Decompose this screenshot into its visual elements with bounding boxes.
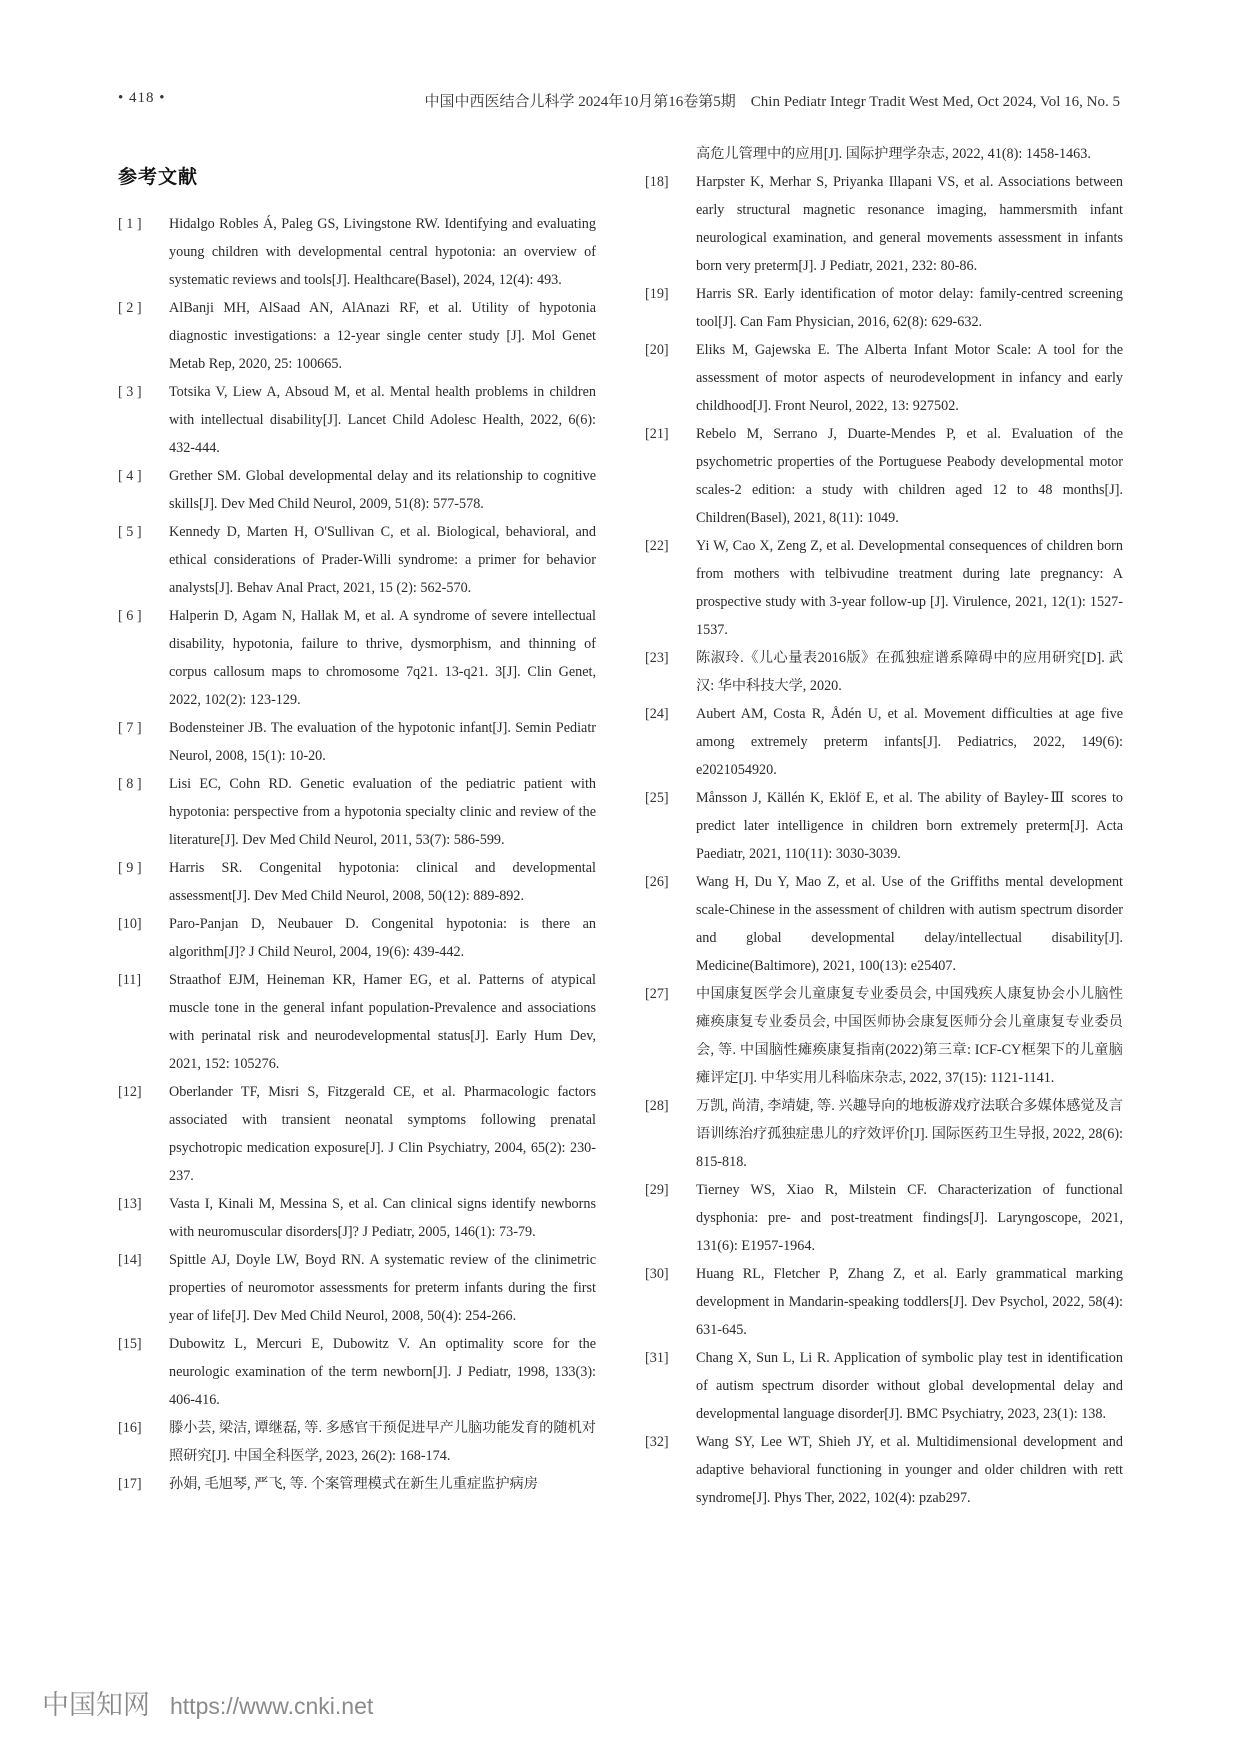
reference-text: Yi W, Cao X, Zeng Z, et al. Developmental consequences of children born from mothers with telbivudine treatment during late pregnancy: A prospective study with 3-year follow-up [J]. Virulence, 2021, 12(1): 1527-1537. (696, 538, 1123, 638)
reference-item (118, 910, 596, 966)
reference-item (118, 770, 596, 854)
reference-text: Spittle AJ, Doyle LW, Boyd RN. A systematic review of the clinimetric properties of neuromotor assessments for preterm infants during the first year of life[J]. Dev Med Child Neurol, 2008, 50(4): 254-266. (169, 1252, 596, 1324)
reference-text: Harris SR. Congenital hypotonia: clinical and developmental assessment[J]. Dev Med Child Neurol, 2008, 50(12): 889-892. (169, 860, 596, 904)
reference-text: Straathof EJM, Heineman KR, Hamer EG, et al. Patterns of atypical muscle tone in the general infant population-Prevalence and associations with perinatal risk and neurodevelopmental status[J]. Early Hum Dev, 2021, 152: 105276. (169, 972, 596, 1072)
journal-citation-line: 中国中西医结合儿科学 2024年10月第16卷第5期 Chin Pediatr Integr Tradit West Med, Oct 2024, Vol 16, No. 5 (424, 94, 1120, 110)
reference-item (118, 854, 596, 910)
reference-item (645, 420, 1123, 532)
reference-number: [ 3 ] (118, 384, 142, 400)
reference-number: [31] (645, 1350, 669, 1366)
reference-item (118, 462, 596, 518)
reference-continuation: 高危儿管理中的应用[J]. 国际护理学杂志, 2022, 41(8): 1458-1463. (696, 146, 1091, 162)
reference-number: [19] (645, 286, 669, 302)
reference-text: Lisi EC, Cohn RD. Genetic evaluation of the pediatric patient with hypotonia: perspective from a hypotonia specialty clinic and review of the literature[J]. Dev Med Child Neurol, 2011, 53(7): 586-599. (169, 776, 596, 848)
reference-number: [20] (645, 342, 669, 358)
reference-number: [ 2 ] (118, 300, 142, 316)
reference-number: [30] (645, 1266, 669, 1282)
reference-item (118, 602, 596, 714)
reference-text: Halperin D, Agam N, Hallak M, et al. A syndrome of severe intellectual disability, hypotonia, failure to thrive, dysmorphism, and thinning of corpus callosum maps to chromosome 7q21. 13-q21. 3[J]. Clin Genet, 2022, 102(2): 123-129. (169, 608, 596, 708)
references-heading: 参考文献 (118, 166, 199, 188)
footer-watermark (42, 1683, 373, 1722)
reference-number: [26] (645, 874, 669, 890)
reference-item (645, 168, 1123, 280)
reference-number: [23] (645, 650, 669, 666)
reference-number: [16] (118, 1420, 142, 1436)
reference-item (645, 532, 1123, 644)
references-right-column (645, 140, 1123, 1512)
reference-text: Oberlander TF, Misri S, Fitzgerald CE, et al. Pharmacologic factors associated with transient neonatal symptoms following prenatal psychotropic medication exposure[J]. J Clin Psychiatry, 2004, 65(2): 230-237. (169, 1084, 596, 1184)
reference-number: [15] (118, 1336, 142, 1352)
reference-number: [17] (118, 1476, 142, 1492)
reference-text: Vasta I, Kinali M, Messina S, et al. Can clinical signs identify newborns with neuromuscular disorders[J]? J Pediatr, 2005, 146(1): 73-79. (169, 1196, 596, 1240)
reference-item (645, 980, 1123, 1092)
reference-number: [25] (645, 790, 669, 806)
reference-text: Aubert AM, Costa R, Ådén U, et al. Movement difficulties at age five among extremely preterm infants[J]. Pediatrics, 2022, 149(6): e2021054920. (696, 706, 1123, 778)
reference-item (118, 1414, 596, 1470)
reference-text: Totsika V, Liew A, Absoud M, et al. Mental health problems in children with intellectual disability[J]. Lancet Child Adolesc Health, 2022, 6(6): 432-444. (169, 384, 596, 456)
reference-number: [27] (645, 986, 669, 1002)
reference-item (118, 294, 596, 378)
reference-text: AlBanji MH, AlSaad AN, AlAnazi RF, et al. Utility of hypotonia diagnostic investigations: a 12-year single center study [J]. Mol Genet Metab Rep, 2020, 25: 100665. (169, 300, 596, 372)
reference-number: [ 4 ] (118, 468, 142, 484)
reference-number: [10] (118, 916, 142, 932)
reference-number: [ 6 ] (118, 608, 142, 624)
reference-number: [29] (645, 1182, 669, 1198)
reference-text: 万凯, 尚清, 李靖婕, 等. 兴趣导向的地板游戏疗法联合多媒体感觉及言语训练治疗孤独症患儿的疗效评价[J]. 国际医药卫生导报, 2022, 28(6): 815-818. (696, 1098, 1123, 1170)
reference-number: [28] (645, 1098, 669, 1114)
reference-item (118, 1078, 596, 1190)
reference-item (645, 1260, 1123, 1344)
reference-item (118, 966, 596, 1078)
reference-number: [11] (118, 972, 142, 988)
reference-item (645, 784, 1123, 868)
reference-text: 滕小芸, 梁洁, 谭继磊, 等. 多感官干预促进早产儿脑功能发育的随机对照研究[J]. 中国全科医学, 2023, 26(2): 168-174. (169, 1420, 596, 1464)
reference-number: [13] (118, 1196, 142, 1212)
reference-item (645, 644, 1123, 700)
reference-text: Kennedy D, Marten H, O'Sullivan C, et al. Biological, behavioral, and ethical considerations of Prader-Willi syndrome: a primer for behavior analysts[J]. Behav Anal Pract, 2021, 15 (2): 562-570. (169, 524, 596, 596)
reference-text: 中国康复医学会儿童康复专业委员会, 中国残疾人康复协会小儿脑性瘫痪康复专业委员会, 中国医师协会康复医师分会儿童康复专业委员会, 等. 中国脑性瘫痪康复指南(2022)第三章: ICF-CY框架下的儿童脑瘫评定[J]. 中华实用儿科临床杂志, 2022, 37(15): 1121-1141. (696, 986, 1123, 1086)
reference-text: Harpster K, Merhar S, Priyanka Illapani VS, et al. Associations between early structural magnetic resonance imaging, hammersmith infant neurological examination, and general movements assessment in infants born very preterm[J]. J Pediatr, 2021, 232: 80-86. (696, 174, 1123, 274)
reference-item (645, 1092, 1123, 1176)
reference-item (118, 1190, 596, 1246)
reference-item (645, 1428, 1123, 1512)
reference-item (118, 1330, 596, 1414)
reference-number: [ 1 ] (118, 216, 142, 232)
reference-number: [14] (118, 1252, 142, 1268)
reference-text: Huang RL, Fletcher P, Zhang Z, et al. Early grammatical marking development in Mandarin-speaking toddlers[J]. Dev Psychol, 2022, 58(4): 631-645. (696, 1266, 1123, 1338)
reference-text: Wang H, Du Y, Mao Z, et al. Use of the Griffiths mental development scale-Chinese in the assessment of children with autism spectrum disorder and global developmental delay/intellectual disability[J]. Medicine(Baltimore), 2021, 100(13): e25407. (696, 874, 1123, 974)
reference-text: Wang SY, Lee WT, Shieh JY, et al. Multidimensional development and adaptive behavioral functioning in younger and older children with rett syndrome[J]. Phys Ther, 2022, 102(4): pzab297. (696, 1434, 1123, 1506)
reference-number: [32] (645, 1434, 669, 1450)
reference-text: Grether SM. Global developmental delay and its relationship to cognitive skills[J]. Dev Med Child Neurol, 2009, 51(8): 577-578. (169, 468, 596, 512)
reference-item (118, 1246, 596, 1330)
reference-text: 孙娟, 毛旭琴, 严飞, 等. 个案管理模式在新生儿重症监护病房 (169, 1476, 538, 1492)
reference-text: Hidalgo Robles Á, Paleg GS, Livingstone RW. Identifying and evaluating young children with developmental central hypotonia: an overview of systematic reviews and tools[J]. Healthcare(Basel), 2024, 12(4): 493. (169, 216, 596, 288)
reference-number: [12] (118, 1084, 142, 1100)
reference-number: [24] (645, 706, 669, 722)
reference-item (118, 1470, 596, 1498)
reference-number: [18] (645, 174, 669, 190)
reference-item (645, 336, 1123, 420)
reference-number: [ 5 ] (118, 524, 142, 540)
reference-number: [21] (645, 426, 669, 442)
right-reference-list (645, 168, 1123, 1512)
references-left-column (118, 210, 596, 1498)
reference-item (118, 518, 596, 602)
reference-item (645, 1176, 1123, 1260)
reference-text: 陈淑玲.《儿心量表2016版》在孤独症谱系障碍中的应用研究[D]. 武汉: 华中科技大学, 2020. (696, 650, 1123, 694)
reference-text: Harris SR. Early identification of motor delay: family-centred screening tool[J]. Can Fam Physician, 2016, 62(8): 629-632. (696, 286, 1123, 330)
reference-number: [ 7 ] (118, 720, 142, 736)
reference-text: Paro-Panjan D, Neubauer D. Congenital hypotonia: is there an algorithm[J]? J Child Neurol, 2004, 19(6): 439-442. (169, 916, 596, 960)
reference-text: Chang X, Sun L, Li R. Application of symbolic play test in identification of autism spectrum disorder without global developmental delay and developmental language disorder[J]. BMC Psychiatry, 2023, 23(1): 138. (696, 1350, 1123, 1422)
reference-text: Bodensteiner JB. The evaluation of the hypotonic infant[J]. Semin Pediatr Neurol, 2008, 15(1): 10-20. (169, 720, 596, 764)
reference-item (118, 378, 596, 462)
reference-item (118, 210, 596, 294)
reference-text: Rebelo M, Serrano J, Duarte-Mendes P, et al. Evaluation of the psychometric properties of the Portuguese Peabody developmental motor scales-2 edition: a study with children aged 12 to 48 months[J]. Children(Basel), 2021, 8(11): 1049. (696, 426, 1123, 526)
reference-number: [22] (645, 538, 669, 554)
cnki-brand: 中国知网 (42, 1690, 150, 1721)
reference-text: Dubowitz L, Mercuri E, Dubowitz V. An optimality score for the neurologic examination of the term newborn[J]. J Pediatr, 1998, 133(3): 406-416. (169, 1336, 596, 1408)
reference-item (645, 280, 1123, 336)
reference-text: Eliks M, Gajewska E. The Alberta Infant Motor Scale: A tool for the assessment of motor aspects of neurodevelopment in infancy and early childhood[J]. Front Neurol, 2022, 13: 927502. (696, 342, 1123, 414)
reference-number: [ 8 ] (118, 776, 142, 792)
reference-item (645, 1344, 1123, 1428)
reference-item (645, 700, 1123, 784)
reference-text: Tierney WS, Xiao R, Milstein CF. Characterization of functional dysphonia: pre- and post-treatment findings[J]. Laryngoscope, 2021, 131(6): E1957-1964. (696, 1182, 1123, 1254)
page-number: • 418 • (118, 90, 166, 106)
reference-item (118, 714, 596, 770)
reference-item (645, 868, 1123, 980)
reference-text: Månsson J, Källén K, Eklöf E, et al. The ability of Bayley-Ⅲ scores to predict later intelligence in children born extremely preterm[J]. Acta Paediatr, 2021, 110(11): 3030-3039. (696, 790, 1123, 862)
cnki-url-link[interactable]: https://www.cnki.net (170, 1693, 374, 1719)
reference-number: [ 9 ] (118, 860, 142, 876)
